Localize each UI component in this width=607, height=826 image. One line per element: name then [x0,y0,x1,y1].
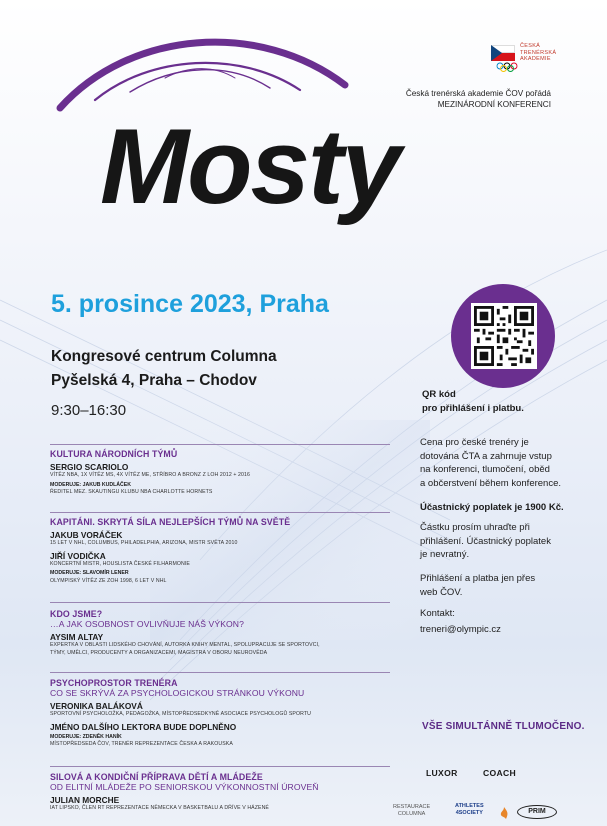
speaker-name: JAKUB VORÁČEK [50,530,123,540]
speaker-name: AYSIM ALTAY [50,632,104,642]
qr-caption: QR kód pro přihlášení i platbu. [422,389,524,414]
event-time: 9:30–16:30 [51,402,127,419]
registration-info: Přihlášení a platba jen přes web ČOV. [420,573,536,598]
section-divider [50,672,390,673]
section-divider [50,444,390,445]
contact-email-link[interactable]: treneri@olympic.cz [420,623,501,635]
speaker-name: VERONIKA BALÁKOVÁ [50,701,143,711]
contact-block [420,607,590,636]
sponsor-coach-logo: COACH [483,768,517,778]
moderator-desc: MÍSTOPŘEDSEDA ČOV, TRENÉR REPREZENTACE ČESKA A RAKOUSKA [50,741,233,748]
program-section-3 [50,609,390,657]
academy-logo-text: ČESKÁ TRENÉRSKÁ AKADEMIE [520,43,557,62]
venue-address: Pyšelská 4, Praha – Chodov [51,372,257,389]
section-heading: PSYCHOPROSTOR TRENÉRA [50,678,178,688]
fee-amount: Účastnický poplatek je 1900 Kč. [420,502,564,513]
contact-label: Kontakt: [420,608,455,619]
sponsor-luxor-logo: LUXOR [426,768,458,778]
section-divider [50,512,390,513]
sponsor-athletes4society-logo: ATHLETES 4SOCIETY [455,803,484,816]
interpretation-note: VŠE SIMULTÁNNĚ TLUMOČENO. [422,721,585,732]
price-info: Cena pro české trenéry je dotována ČTA a zahrnuje vstup na konferenci, tlumočení, oběd a občerstvení během konference. [420,437,562,489]
event-date: 5. prosince 2023, Praha [51,290,329,318]
section-divider [50,766,390,767]
moderator-name: MODERUJE: JAKUB KUDLÁČEK [50,481,131,488]
program-section-2 [50,517,390,585]
section-divider [50,602,390,603]
section-heading: KAPITÁNI. SKRYTÁ SÍLA NEJLEPŠÍCH TÝMŮ NA SVĚTĚ [50,517,291,527]
program-section-5 [50,772,390,813]
page-title: Mosty [100,106,400,226]
section-subheading: OD ELITNÍ MLÁDEŽE PO SENIORSKOU VÝKONNOSTNÍ ÚROVEŇ [50,782,319,792]
qr-code-badge[interactable] [451,284,555,388]
section-subheading: CO SE SKRÝVÁ ZA PSYCHOLOGICKOU STRÁNKOU VÝKONU [50,688,305,698]
moderator-desc: ŘEDITEL MEZ. SKAUTINGU KLUBU NBA CHARLOTTE HORNETS [50,489,213,496]
speaker-desc: VÍTĚZ NBA, 1X VÍTĚZ MS, 4X VÍTĚZ ME, STŘÍBRO A BRONZ Z LOH 2012 + 2016 [50,472,251,478]
speaker-desc: KONCERTNÍ MISTR, HOUSLISTA ČESKÉ FILHARMONIE [50,560,190,567]
section-heading: KDO JSME? [50,609,103,619]
speaker-name: JULIAN MORCHE [50,795,120,805]
flame-icon [498,806,510,820]
speaker-desc: IAT LIPSKO, ČLEN RT REPREZENTACE NĚMECKA V BASKETBALU A DŘÍVE V HÁZENÉ [50,805,269,811]
section-heading: KULTURA NÁRODNÍCH TÝMŮ [50,449,178,459]
sponsor-prim-logo: PRIM [517,805,557,819]
speaker-desc: EXPERTKA V OBLASTI LIDSKÉHO CHOVÁNÍ, AUTORKA KNIHY MENTAL, SPOLUPRACUJE SE SPORTOVCI, [50,642,320,648]
program-section-4 [50,678,390,749]
sponsor-columna-logo: RESTAURACE COLUMNA [393,804,431,817]
speaker-name: JMÉNO DALŠÍHO LEKTORA BUDE DOPLNĚNO [50,721,237,732]
qr-code-icon[interactable] [471,303,537,369]
payment-info: Částku prosím uhraďte při přihlášení. Účastnický poplatek je nevratný. [420,522,551,560]
program-section-1 [50,449,390,497]
speaker-desc: 15 LET V NHL, COLUMBUS, PHILADELPHIA, ARIZONA, MISTR SVĚTA 2010 [50,540,238,546]
speaker-name: SERGIO SCARIOLO [50,462,129,472]
olympic-rings-icon [496,62,518,72]
section-subheading: …A JAK OSOBNOST OVLIVŇUJE NÁŠ VÝKON? [50,619,244,629]
moderator-desc: OLYMPISKÝ VÍTĚZ ZE ZOH 1998, 6 LET V NHL [50,577,167,584]
speaker-desc: TÝMY, UMĚLCI, PRODUCENTY A ORGANIZACEMI, MAGISTRA V OBORU NEUROVĚDA [50,649,268,656]
speaker-desc: SPORTOVNÍ PSYCHOLOŽKA, PEDAGOŽKA, MÍSTOPŘEDSEDKYNĚ ASOCIACE PSYCHOLOGŮ SPORTU [50,711,311,717]
arch-logo-graphic [60,42,345,108]
moderator-name: MODERUJE: SLAVOMÍR LENER [50,570,129,577]
section-heading: SILOVÁ A KONDIČNÍ PŘÍPRAVA DĚTÍ A MLÁDEŽE [50,772,263,782]
venue-name: Kongresové centrum Columna [51,348,277,365]
organizer-text: Česká trenérská akademie ČOV pořádá MEZINÁRODNÍ KONFERENCI [405,89,551,109]
speaker-name: JIŘÍ VODIČKA [50,550,106,561]
czech-flag-icon [491,45,515,61]
moderator-name: MODERUJE: ZDENĚK HANÍK [50,733,122,740]
